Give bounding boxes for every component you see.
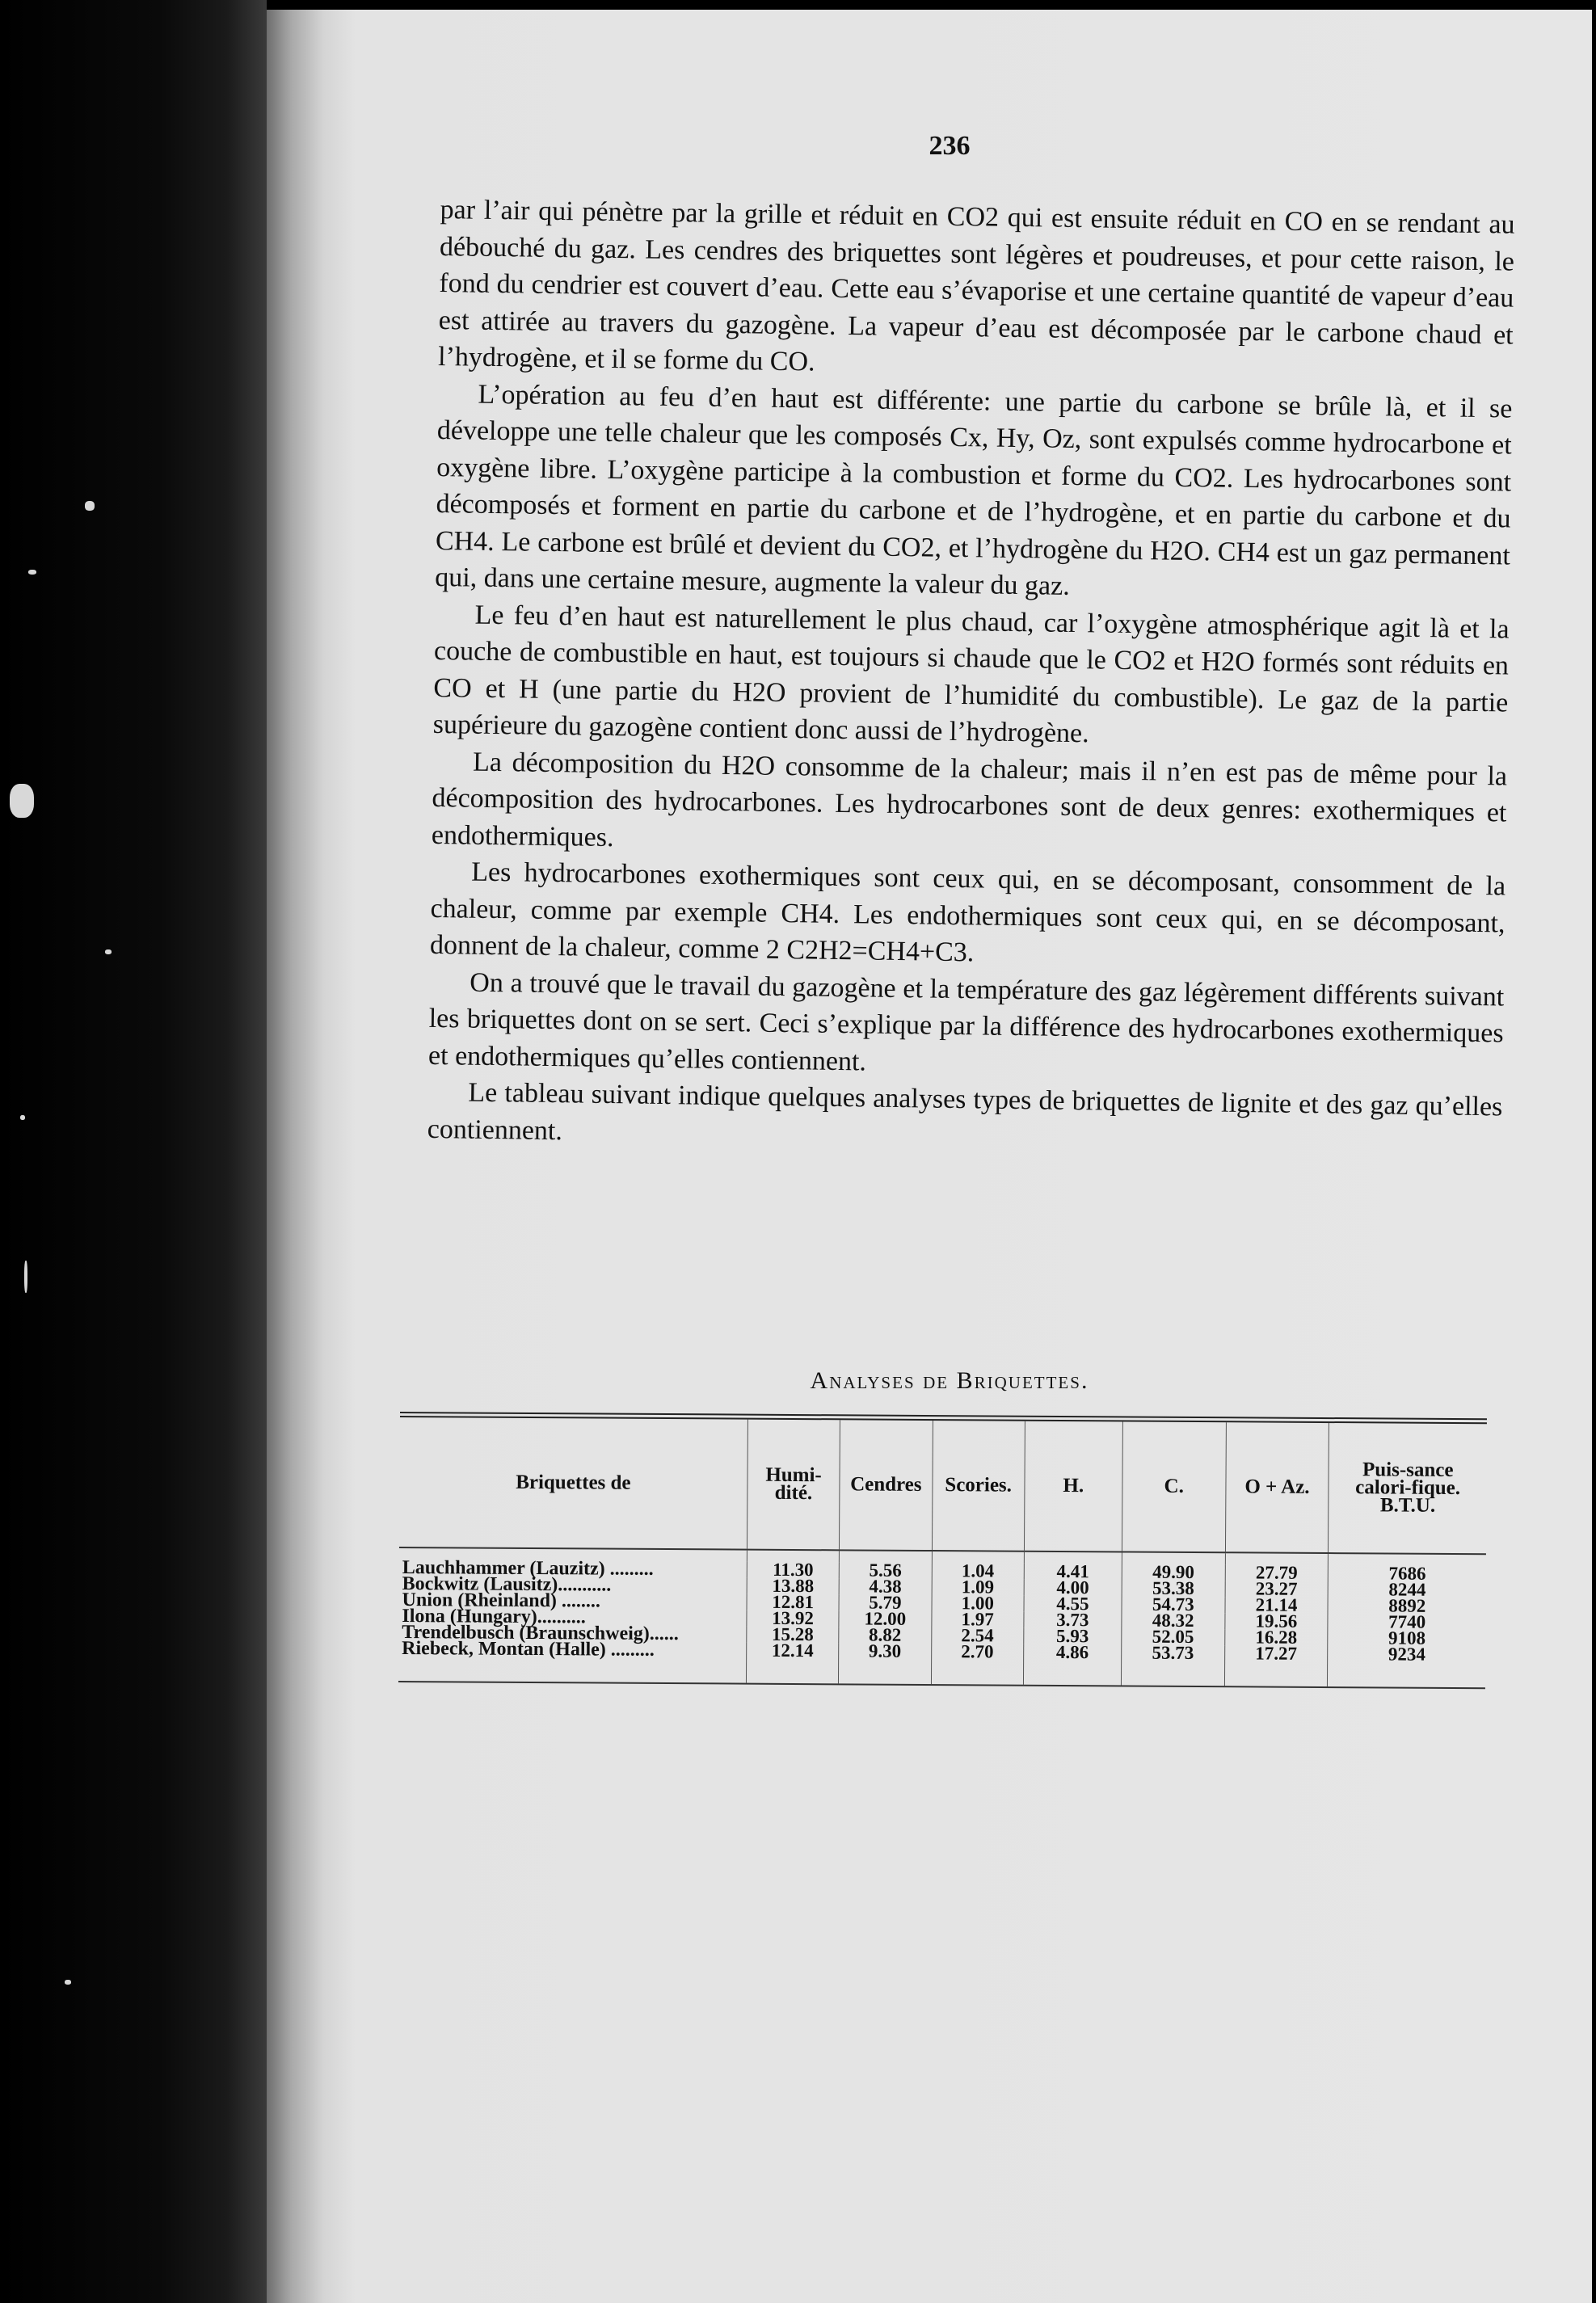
paragraph: Le tableau suivant indique quelques analyses types de briquettes de lignite et des gaz qu’elles contiennent.: [427, 1077, 1503, 1146]
table-cell: 19.56: [1225, 1613, 1329, 1630]
table-cell: 9.30: [839, 1643, 932, 1684]
table-cell: 5.93: [1024, 1628, 1122, 1645]
table-cell: 3.73: [1024, 1612, 1122, 1629]
table-cell: 5.56: [839, 1562, 931, 1579]
table-cell: Riebeck, Montan (Halle) .........: [402, 1638, 655, 1661]
table-cell: Trendelbusch (Braunschweig)......: [402, 1622, 679, 1645]
column-header: Briquettes de: [516, 1471, 631, 1494]
table-cell: 9234: [1328, 1646, 1485, 1687]
table-cell: 1.04: [932, 1563, 1024, 1580]
table-cell: 7740: [1328, 1614, 1485, 1631]
body-text: [427, 192, 1514, 1162]
document-page: [267, 10, 1592, 2303]
table-cell: 16.28: [1224, 1629, 1328, 1646]
column-header: Puis-sance calori-fique. B.T.U.: [1329, 1423, 1487, 1554]
column-header: H.: [1024, 1421, 1122, 1552]
table-cell: 53.73: [1121, 1644, 1224, 1686]
table-cell: 23.27: [1225, 1581, 1329, 1598]
table-cell: 17.27: [1224, 1645, 1328, 1686]
scan-speck: [65, 1980, 71, 1985]
table-cell: 54.73: [1122, 1596, 1225, 1613]
scan-speck: [24, 1261, 27, 1293]
table-cell: 48.32: [1122, 1612, 1225, 1629]
column-header: Scories.: [932, 1421, 1025, 1551]
scan-speck: [105, 949, 112, 954]
scan-speck: [20, 1115, 25, 1120]
scan-speck: [28, 570, 36, 575]
table-cell: 4.86: [1023, 1644, 1121, 1686]
column-header: Cendres: [840, 1420, 933, 1551]
table-cell: 1.00: [932, 1595, 1024, 1612]
table-cell: 11.30: [747, 1562, 839, 1579]
table-cell: 52.05: [1122, 1628, 1225, 1645]
table-cell: Bockwitz (Lausitz)...........: [402, 1573, 612, 1596]
table-row: [398, 1640, 1485, 1687]
paragraph: La décomposition du H2O consomme de la chaleur; mais il n’en est pas de même pour la décomposition des hydrocarbones. Les hydrocarbones sont de deux genres: exothermiques et endothermiques.: [431, 747, 1508, 853]
table-cell: 21.14: [1225, 1597, 1329, 1614]
scan-margin: [0, 0, 267, 2303]
scan-speck: [85, 501, 95, 511]
paragraph: Le feu d’en haut est naturellement le plus chaud, car l’oxygène atmosphérique agit là et la couche de combustible en haut, est toujours si chaude que le CO2 et H2O formés sont réduits en CO et H (une partie du H2O provient de l’humidité du combustible). Le gaz de la partie supérieure du gazogène contient donc aussi de l’hydrogène.: [432, 600, 1510, 749]
table-cell: 13.92: [747, 1610, 839, 1627]
paragraph: L’opération au feu d’en haut est différente: une partie du carbone se brûle là, et il se développe une telle chaleur que les composés Cx, Hy, Oz, sont expulsés comme hydrocarbone et oxygène libre. L’oxygène participe à la combustion et forme du CO2. Les hydrocarbones sont décomposés et forment en partie du carbone et de l’hydrogène, et en partie du carbone et du CH4. Le carbone est brûlé et devient du CO2, et l’hydrogène du H2O. CH4 est un gaz permanent qui, dans une certaine mesure, augmente la valeur du gaz.: [435, 379, 1513, 601]
table-header-row: [399, 1417, 1487, 1554]
column-header: Humi-dité.: [747, 1420, 840, 1551]
scan-speck: [10, 784, 34, 818]
analysis-table: [398, 1412, 1487, 1689]
table-cell: 12.81: [747, 1594, 839, 1611]
table-cell: 49.90: [1122, 1564, 1225, 1581]
column-header: O + Az.: [1225, 1422, 1329, 1553]
table-cell: 53.38: [1122, 1580, 1225, 1597]
paragraph: Les hydrocarbones exothermiques sont ceux qui, en se décomposant, consomment de la chaleur, comme par exemple CH4. Les endothermiques sont ceux qui, en se décomposant, donnent de la chaleur, comme 2 C2H2=CH4+C3.: [429, 857, 1506, 968]
table-cell: 4.55: [1024, 1596, 1122, 1613]
page-number: 236: [929, 131, 971, 161]
table-cell: Union (Rheinland) ........: [402, 1589, 601, 1612]
table-cell: 2.70: [931, 1644, 1024, 1685]
table-cell: 15.28: [747, 1627, 839, 1644]
table-cell: 1.09: [932, 1579, 1024, 1596]
paragraph: par l’air qui pénètre par la grille et réduit en CO2 qui est ensuite réduit en CO en se rendant au débouché du gaz. Les cendres des briquettes sont légères et poudreuses, et pour cette raison, le fond du cendrier est couvert d’eau. Cette eau s’évaporise et une certaine quantité de vapeur d’eau est attirée au travers du gazogène. La vapeur d’eau est décomposée par le carbone chaud et l’hydrogène, et il se forme du CO.: [437, 194, 1515, 377]
table-cell: 27.79: [1225, 1564, 1329, 1581]
table-cell: 12.00: [839, 1610, 931, 1627]
table-cell: 7686: [1329, 1565, 1486, 1582]
paragraph: On a trouvé que le travail du gazogène et la température des gaz légèrement différents suivant les briquettes dont on se sert. Ceci s’explique par la différence des hydrocarbones exothermiques et endothermiques qu’elles contiennent.: [427, 967, 1505, 1076]
table-cell: 4.00: [1024, 1580, 1122, 1597]
table-cell: 4.41: [1024, 1564, 1122, 1581]
table-cell: 2.54: [931, 1627, 1023, 1644]
table-cell: Lauchhammer (Lauzitz) .........: [402, 1557, 654, 1580]
table-cell: 12.14: [746, 1643, 839, 1684]
table-cell: 8.82: [839, 1627, 931, 1644]
table-cell: 8244: [1329, 1581, 1486, 1598]
table-cell: 13.88: [747, 1578, 839, 1595]
column-header: C.: [1122, 1421, 1226, 1552]
table-cell: 1.97: [931, 1611, 1023, 1628]
table-title: Analyses de Briquettes.: [810, 1367, 1089, 1394]
table-cell: 5.79: [839, 1594, 931, 1611]
table-cell: 4.38: [839, 1578, 931, 1595]
table-cell: 8892: [1328, 1598, 1485, 1615]
table-cell: Ilona (Hungary)..........: [402, 1606, 586, 1628]
table-cell: 9108: [1328, 1630, 1485, 1647]
